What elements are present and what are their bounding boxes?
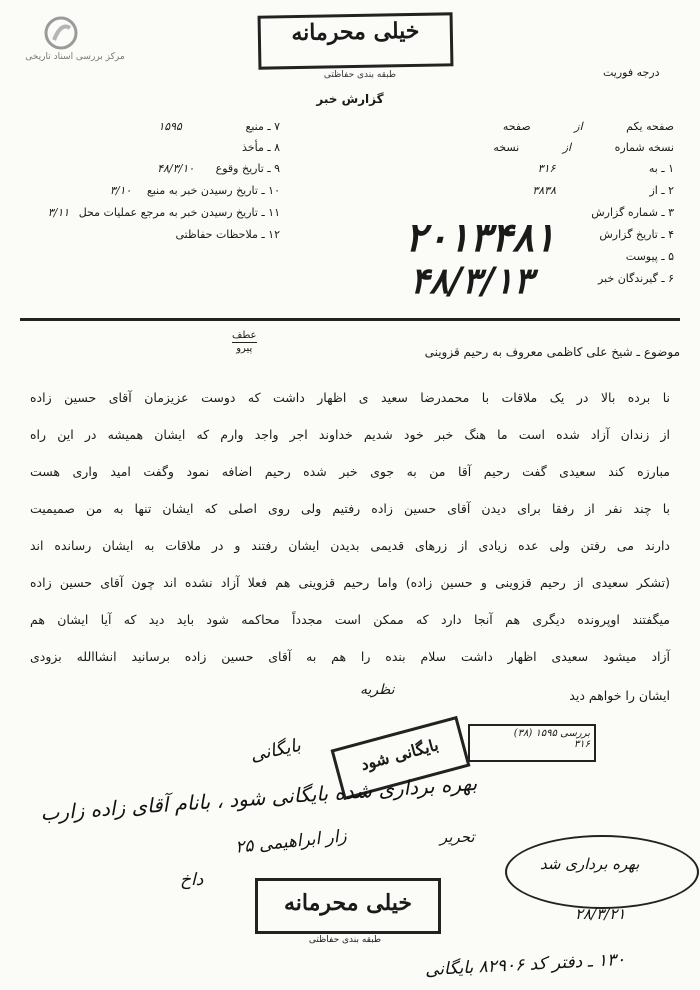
field-security-notes: ۱۲ ـ ملاحظات حفاظتی xyxy=(175,228,280,241)
field-arrival-to-source: ۱۰ ـ تاریخ رسیدن خبر به منبع ۳/۱۰ xyxy=(109,184,280,197)
field-page: صفحه یکم از صفحه xyxy=(502,120,674,133)
body-line: دارند می رفتن ولی عده زیادی از زرهای قدیمی بدیدن ایشان رفتند و در ملاقات به ایشان رسانده اند xyxy=(30,538,670,553)
archive-stamp: بایگانی شود xyxy=(331,716,471,800)
handwritten-note: تحریر xyxy=(440,828,475,846)
reference-box: بررسی ۱۵۹۵ (۳۸) ۳۱۶ xyxy=(468,724,596,762)
classification-stamp-subtitle: طبقه بندی حفاظتی xyxy=(323,70,397,80)
logo-caption: مرکز بررسی اسناد تاریخی xyxy=(25,52,125,62)
body-line: با چند نفر از رفقا برای دیدن آقای حسین زاده رفتیم ولی روی اصلی که ایشان تنها به من صمیمیت xyxy=(30,501,670,516)
body-line-last: ایشان را خواهم دید xyxy=(569,688,670,703)
body-signoff: نظریه xyxy=(360,682,395,698)
field-attachment: ۵ ـ پیوست xyxy=(625,250,674,263)
subject-line: موضوع ـ شیخ علی کاظمی معروف به رحیم قزوینی xyxy=(424,345,680,359)
field-copy-number: نسخه شماره از نسخه xyxy=(493,141,674,154)
report-title: گزارش خبر xyxy=(316,92,384,106)
section-divider xyxy=(20,318,680,321)
classification-stamp-top xyxy=(258,12,454,69)
field-report-number: ۳ ـ شماره گزارش xyxy=(591,206,674,219)
body-line: میگفتند اوپرونده دیگری هم آنجا دارد که ممکن است مجدداً محاکمه شود باید دید که آیا ایشان هم xyxy=(30,612,670,627)
classification-stamp-bottom: خیلی محرمانه xyxy=(255,878,441,934)
field-recipients: ۶ ـ گیرندگان خبر xyxy=(598,272,674,285)
handwritten-note: بهره برداری شده بایگانی شود ، بانام آقای زاده زارب xyxy=(39,770,478,826)
field-arrival-to-office: ۱۱ ـ تاریخ رسیدن خبر به مرجع عملیات محل ۳/۱۱ xyxy=(47,206,280,219)
field-occurrence-date: ۹ ـ تاریخ وقوع ۴۸/۳/۱۰ xyxy=(157,162,280,175)
archive-logo-icon xyxy=(44,16,78,50)
field-source: ۷ ـ منبع ۱۵۹۵ xyxy=(158,120,280,133)
classification-stamp-text: خیلی محرمانه xyxy=(291,17,420,47)
field-report-date: ۴ ـ تاریخ گزارش xyxy=(599,228,674,241)
handwritten-note: ۲۸/۳/۲۱ xyxy=(575,905,626,923)
handwritten-note: داخ xyxy=(180,870,204,890)
handwritten-note: ۱۳۰ ـ دفتر کد ۸۲۹۰۶ بایگانی xyxy=(424,949,626,981)
body-line: از زندان آزاد شده است ما هنگ خبر خود شدیم خداوند اجر واجد وارم که ایشان همیشه در این راه xyxy=(30,427,670,442)
field-to: ۱ ـ به ۳۱۶ xyxy=(537,162,674,175)
body-line: (تشکر سعیدی از رحیم قزوینی و حسین زاده) واما رحیم قزوینی هم فعلا آزاد نشده اند چون آقای حسین زاده xyxy=(30,575,670,590)
priority-label: درجه فوریت xyxy=(603,66,660,79)
body-line: نا برده بالا در یک ملاقات با محمدرضا سعید ی اظهار داشت که دوست عزیزمان آقای حسین زاده xyxy=(30,390,670,405)
classification-stamp-bottom-subtitle: طبقه بندی حفاظتی xyxy=(308,935,382,945)
body-line: مبارزه کند سعیدی گفت رحیم آقا من به جوی خبر شده رحیم اضافه نمود وگفت امید واری هست xyxy=(30,464,670,479)
subject-tag: عطف پیرو xyxy=(232,330,257,354)
handwritten-report-date: ۴۸/۳/۱۳ xyxy=(410,260,533,302)
handwritten-note: بهره برداری شد xyxy=(540,855,640,873)
handwritten-note: زار ابراهیمی ۲۵ xyxy=(234,826,348,858)
handwritten-report-number: ۲۰۱۳۴۸۱ xyxy=(405,214,556,261)
body-line: آزاد میشود سعیدی اظهار داشت سلام بنده را هم به آقای حسین زاده برسانید انشاالله بزودی xyxy=(30,649,670,664)
handwritten-note: بایگانی xyxy=(248,734,303,767)
field-from: ۲ ـ از ۳۸۳۸ xyxy=(532,184,674,197)
field-reference: ۸ ـ مأخذ xyxy=(242,141,280,154)
